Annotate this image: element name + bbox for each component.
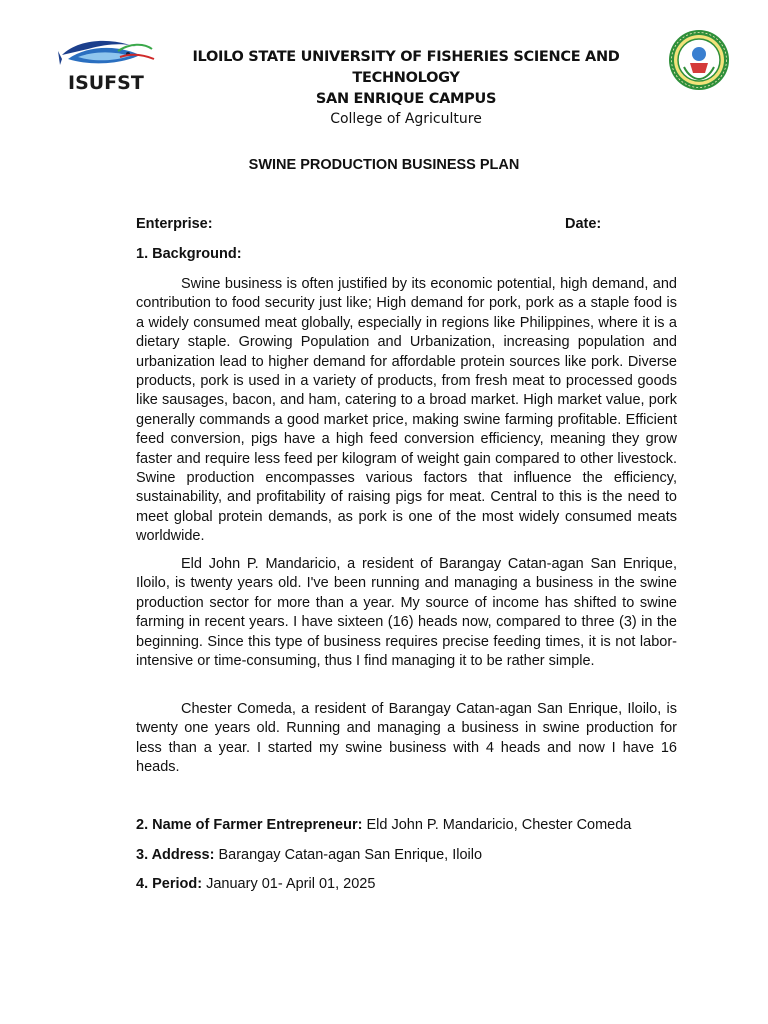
university-seal [668, 27, 730, 93]
period-line [136, 876, 375, 892]
address-value: Barangay Catan-agan San Enrique, Iloilo [218, 847, 483, 863]
document-title: SWINE PRODUCTION BUSINESS PLAN [248, 157, 520, 173]
seal-icon [668, 27, 730, 93]
date-label: Date: [565, 216, 602, 232]
address-line [136, 847, 482, 863]
period-label: 4. Period: [136, 876, 203, 892]
college-name: College of Agriculture [330, 111, 482, 127]
isufst-logo [58, 33, 156, 95]
background-heading: 1. Background: [136, 246, 242, 262]
farmer-value: Eld John P. Mandaricio, Chester Comeda [366, 817, 632, 833]
enterprise-label: Enterprise: [136, 216, 213, 232]
background-paragraph-1: Swine business is often justified by its economic potential, high demand, and contribution to food security just like; High demand for pork, pork as a staple food is a widely consumed meat globally, especially in regions like Philippines, where it is a dietary staple. Growing Population and Urbanization, increasing population and urbanization lead to higher demand for affordable protein sources like pork. Diverse products, pork is used in a variety of products, from fresh meat to processed goods like sausages, bacon, and ham, catering to a broad market. High market value, pork generally commands a good market price, making swine farming profitable. Efficient feed conversion, pigs have a high feed conversion efficiency, meaning they grow faster and require less feed per kilogram of weight gain compared to other livestock. Swine production encompasses various factors that influence the efficiency, sustainability, and profitability of raising pigs for meat. Central to this is the need to meet global protein demands, as pork is one of the most widely consumed meats worldwide. [136, 276, 677, 545]
background-paragraph-3: Chester Comeda, a resident of Barangay Catan-agan San Enrique, Iloilo, is twenty one years old. Running and managing a business in swine production for less than a year. I started my swine business with 4 heads and now I have 16 heads. [136, 701, 677, 776]
university-name: ILOILO STATE UNIVERSITY OF FISHERIES SCIENCE AND TECHNOLOGY [192, 49, 620, 86]
farmer-label: 2. Name of Farmer Entrepreneur: [136, 817, 363, 833]
farmer-entrepreneur-line [136, 817, 631, 833]
fish-logo-icon [58, 33, 156, 95]
university-header [150, 47, 662, 129]
logo-text: ISUFST [68, 72, 144, 94]
address-label: 3. Address: [136, 847, 215, 863]
background-paragraph-2: Eld John P. Mandaricio, a resident of Barangay Catan-agan San Enrique, Iloilo, is twenty years old. I've been running and managing a business in the swine production sector for more than a year. My source of income has shifted to swine farming in recent years. I have sixteen (16) heads now, compared to three (3) in the beginning. Since this type of business requires precise feeding times, it is not labor-intensive or time-consuming, thus I find managing it to be rather simple. [136, 556, 677, 670]
campus-name: SAN ENRIQUE CAMPUS [315, 91, 497, 107]
period-value: January 01- April 01, 2025 [206, 876, 376, 892]
